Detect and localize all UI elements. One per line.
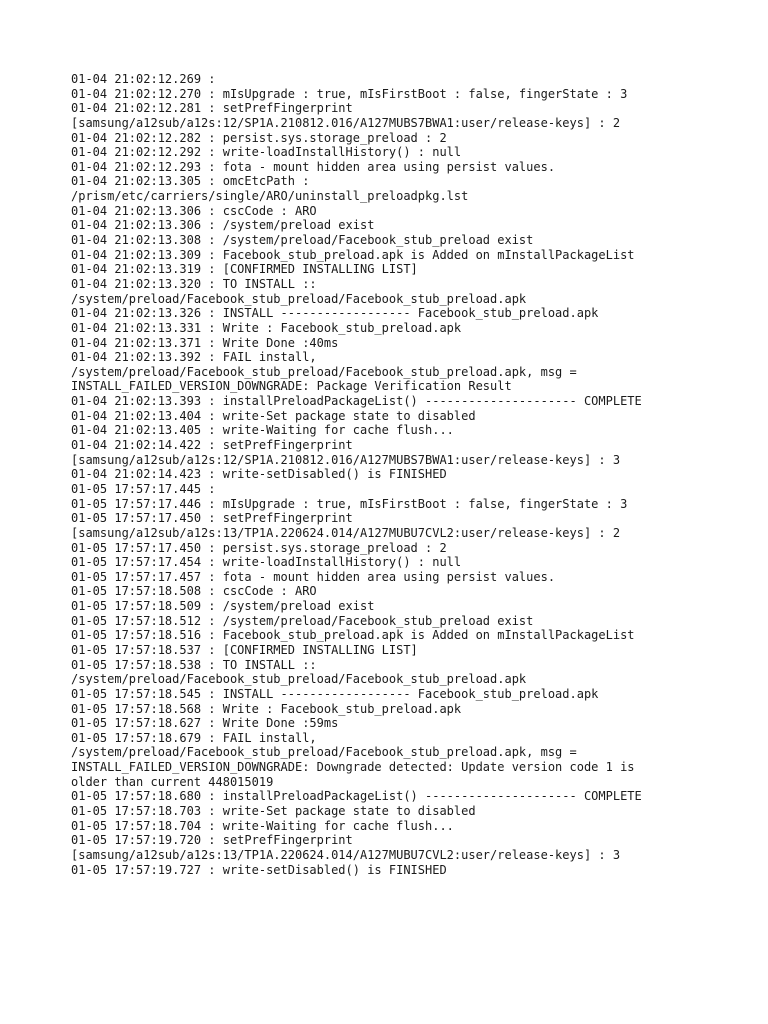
log-line: 01-04 21:02:13.392 : FAIL install, — [71, 350, 317, 365]
log-line: /prism/etc/carriers/single/ARO/uninstall_preloadpkg.lst — [71, 189, 469, 204]
log-text-block — [71, 72, 711, 877]
log-line: 01-04 21:02:12.269 : — [71, 72, 216, 86]
log-line: 01-04 21:02:12.281 : setPrefFingerprint — [71, 101, 353, 116]
log-line: 01-05 17:57:18.512 : /system/preload/Facebook_stub_preload exist — [71, 613, 534, 628]
log-line: [samsung/a12sub/a12s:12/SP1A.210812.016/A127MUBS7BWA1:user/release-keys] : 3 — [71, 452, 621, 467]
log-line: 01-04 21:02:14.422 : setPrefFingerprint — [71, 438, 353, 453]
log-line: 01-05 17:57:18.679 : FAIL install, — [71, 730, 317, 745]
log-line: 01-04 21:02:13.331 : Write : Facebook_stub_preload.apk — [71, 320, 462, 335]
log-line: 01-05 17:57:19.720 : setPrefFingerprint — [71, 833, 353, 848]
log-line: /system/preload/Facebook_stub_preload/Facebook_stub_preload.apk — [71, 291, 527, 306]
log-line: 01-04 21:02:13.404 : write-Set package state to disabled — [71, 408, 476, 423]
log-line: 01-04 21:02:13.306 : /system/preload exist — [71, 218, 375, 233]
log-line: older than current 448015019 — [71, 774, 274, 789]
log-line: 01-05 17:57:18.703 : write-Set package state to disabled — [71, 804, 476, 819]
log-line: 01-04 21:02:13.319 : [CONFIRMED INSTALLING LIST] — [71, 262, 418, 277]
log-line: 01-05 17:57:18.537 : [CONFIRMED INSTALLING LIST] — [71, 642, 418, 657]
log-line: 01-05 17:57:17.450 : persist.sys.storage_preload : 2 — [71, 540, 447, 555]
log-line: [samsung/a12sub/a12s:12/SP1A.210812.016/A127MUBS7BWA1:user/release-keys] : 2 — [71, 115, 621, 130]
log-line: 01-04 21:02:13.320 : TO INSTALL :: — [71, 276, 317, 291]
log-line: 01-04 21:02:13.309 : Facebook_stub_preload.apk is Added on mInstallPackageList — [71, 247, 635, 262]
log-line: 01-05 17:57:18.509 : /system/preload exist — [71, 599, 375, 614]
log-line: 01-05 17:57:18.545 : INSTALL ------------------ Facebook_stub_preload.apk — [71, 686, 599, 701]
log-line: [samsung/a12sub/a12s:13/TP1A.220624.014/A127MUBU7CVL2:user/release-keys] : 3 — [71, 847, 621, 862]
log-line: 01-04 21:02:12.293 : fota - mount hidden area using persist values. — [71, 159, 556, 174]
log-line: 01-04 21:02:14.423 : write-setDisabled() is FINISHED — [71, 467, 447, 482]
log-line: 01-04 21:02:12.292 : write-loadInstallHistory() : null — [71, 145, 462, 160]
log-line: /system/preload/Facebook_stub_preload/Facebook_stub_preload.apk, msg = — [71, 364, 577, 379]
log-line: 01-05 17:57:18.516 : Facebook_stub_preload.apk is Added on mInstallPackageList — [71, 628, 635, 643]
log-line: /system/preload/Facebook_stub_preload/Facebook_stub_preload.apk, msg = — [71, 745, 577, 760]
log-line: 01-04 21:02:13.306 : cscCode : ARO — [71, 203, 317, 218]
log-line: 01-05 17:57:17.450 : setPrefFingerprint — [71, 511, 353, 526]
log-line: 01-04 21:02:12.270 : mIsUpgrade : true, mIsFirstBoot : false, fingerState : 3 — [71, 86, 628, 101]
log-line: 01-05 17:57:18.704 : write-Waiting for cache flush... — [71, 818, 454, 833]
log-line: 01-05 17:57:18.680 : installPreloadPackageList() --------------------- COMPLETE — [71, 789, 642, 804]
log-line: 01-05 17:57:18.568 : Write : Facebook_stub_preload.apk — [71, 701, 462, 716]
log-line: 01-05 17:57:17.454 : write-loadInstallHistory() : null — [71, 555, 462, 570]
log-line: 01-04 21:02:13.371 : Write Done :40ms — [71, 335, 339, 350]
log-line: 01-05 17:57:17.445 : — [71, 481, 216, 496]
log-line: [samsung/a12sub/a12s:13/TP1A.220624.014/A127MUBU7CVL2:user/release-keys] : 2 — [71, 525, 621, 540]
log-line: 01-04 21:02:13.326 : INSTALL ------------------ Facebook_stub_preload.apk — [71, 306, 599, 321]
log-line: /system/preload/Facebook_stub_preload/Facebook_stub_preload.apk — [71, 672, 527, 687]
log-line: 01-05 17:57:17.457 : fota - mount hidden area using persist values. — [71, 569, 556, 584]
log-line: 01-05 17:57:19.727 : write-setDisabled() is FINISHED — [71, 862, 447, 877]
log-line: INSTALL_FAILED_VERSION_DOWNGRADE: Downgrade detected: Update version code 1 is — [71, 760, 635, 775]
log-line: 01-05 17:57:18.627 : Write Done :59ms — [71, 716, 339, 731]
log-line: 01-05 17:57:17.446 : mIsUpgrade : true, mIsFirstBoot : false, fingerState : 3 — [71, 496, 628, 511]
log-line: 01-04 21:02:12.282 : persist.sys.storage_preload : 2 — [71, 130, 447, 145]
log-line: 01-04 21:02:13.405 : write-Waiting for cache flush... — [71, 423, 454, 438]
log-line: 01-05 17:57:18.508 : cscCode : ARO — [71, 584, 317, 599]
log-line: INSTALL_FAILED_VERSION_DOWNGRADE: Package Verification Result — [71, 379, 512, 394]
log-line: 01-05 17:57:18.538 : TO INSTALL :: — [71, 657, 317, 672]
log-line: 01-04 21:02:13.308 : /system/preload/Facebook_stub_preload exist — [71, 233, 534, 248]
log-line: 01-04 21:02:13.393 : installPreloadPackageList() --------------------- COMPLETE — [71, 394, 642, 409]
log-line: 01-04 21:02:13.305 : omcEtcPath : — [71, 174, 310, 189]
